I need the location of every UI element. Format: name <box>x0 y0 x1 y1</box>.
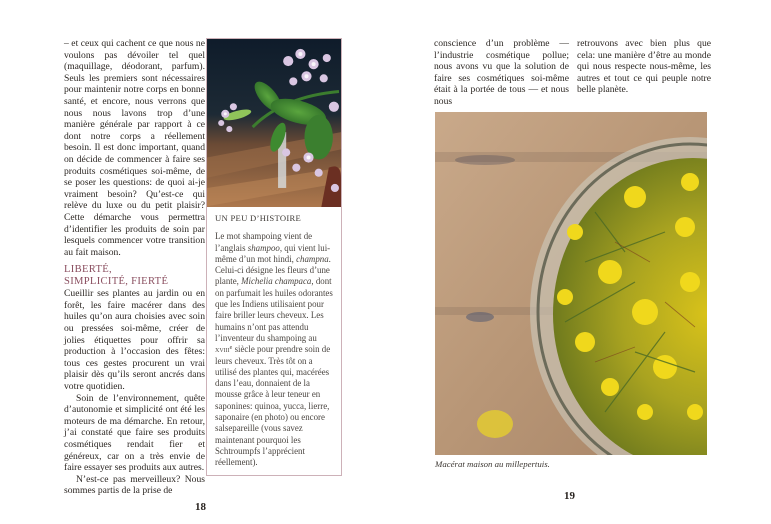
right-page-text-column-2 <box>577 38 711 96</box>
italic-term: shampoo <box>247 242 280 253</box>
paragraph: N’est-ce pas merveilleux? Nous sommes partis de la prise de <box>64 473 205 497</box>
section-heading <box>64 264 205 287</box>
text-run: , qui vient lui-même d’un mot hindi, <box>215 242 331 264</box>
soapwort-photo-graphic <box>207 39 341 207</box>
section-heading-line: LIBERTÉ, <box>64 264 112 276</box>
paragraph: Cueillir ses plantes au jardin ou en forêt, les faire macérer dans des huiles qu’on aura choisies avec soin ou pressées soi-même, créer de jolies étiquettes pour offrir sa production à l’occasion des fêtes: tous ces gestes procurent un vrai plaisir dès qu’ils seront ancrés dans votre quotidien. <box>64 288 205 393</box>
paragraph: conscience d’un problème — l’industrie cosmétique pollue; nous avons vu que la solution de faire ses cosmétiques soi-même était à la portée de tous — et nous nous <box>434 38 569 107</box>
century-suffix: e <box>229 345 233 352</box>
st-johns-wort-jar-photo <box>435 112 707 455</box>
sidebar-body <box>215 231 335 468</box>
sidebar-title: UN PEU D’HISTOIRE <box>215 213 302 223</box>
text-run: , dont on parfumait les huiles odorantes que les Indiens utilisaient pour faire briller leurs cheveux. Les humains n’ont pas attendu l’inventeur du shampoing au <box>215 276 333 343</box>
page-number-left: 18 <box>195 501 206 513</box>
paragraph: Soin de l’environnement, quête d’autonomie et simplicité ont été les moteurs de ma démarche. En retour, j’ai constaté que faire ses produits cosmétiques rendait fier et généreux, car on a très envie de faire essayer ses produits aux autres. <box>64 392 205 474</box>
text-run: Le mot shampoing vient de l’anglais <box>215 231 313 253</box>
jar-photo-graphic <box>435 112 707 455</box>
soapwort-flower-photo <box>207 39 341 207</box>
text-run: . Celui-ci désigne les fleurs d’une plante, <box>215 253 331 287</box>
sidebar-text <box>215 213 335 469</box>
century-numeral: xviii <box>215 344 230 355</box>
photo-caption: Macérat maison au millepertuis. <box>435 459 550 469</box>
left-page-text-column <box>64 38 205 497</box>
paragraph: – et ceux qui cachent ce que nous ne voulons pas dévoiler tel quel (maquillage, déodorant, parfum). Seuls les premiers sont nécessaires pour maintenir notre corps en bonne santé, et encore, nous verrons que nous nous lavons trop d’une manière générale par rapport à ce dont notre corps a réellement besoin. Il est donc important, quand on décide de commencer à faire ses produits cosmétiques soi-même, de se poser les questions: de quoi ai-je vraiment besoin? Qu’est-ce qui relève du luxe ou du petit plaisir? Cette démarche vous permettra d’identifier les produits de soin par lesquels commencer votre transition au fait maison. <box>64 38 205 258</box>
page-number-right: 19 <box>564 490 575 502</box>
text-run: siècle pour prendre soin de leurs cheveux. Très tôt on a utilisé des plantes qui, macérées dans l’eau, donnaient de la mousse grâce à leur teneur en saponines: quinoa, yucca, lierre, saponaire (en photo) ou encore salsepareille (vous savez maintenant pourquoi les Schtroumpfs l’apprécient réellement). <box>215 344 331 468</box>
italic-term: Michelia champaca <box>241 276 312 287</box>
history-sidebar-box <box>206 38 342 476</box>
right-page-text-column-1 <box>434 38 569 108</box>
italic-term: champna <box>296 253 329 264</box>
section-heading-line: SIMPLICITÉ, FIERTÉ <box>64 275 169 287</box>
paragraph: retrouvons avec bien plus que cela: une manière d’être au monde qui nous respecte nous-même, les autres et tout ce qui peuple notre belle planète. <box>577 38 711 96</box>
